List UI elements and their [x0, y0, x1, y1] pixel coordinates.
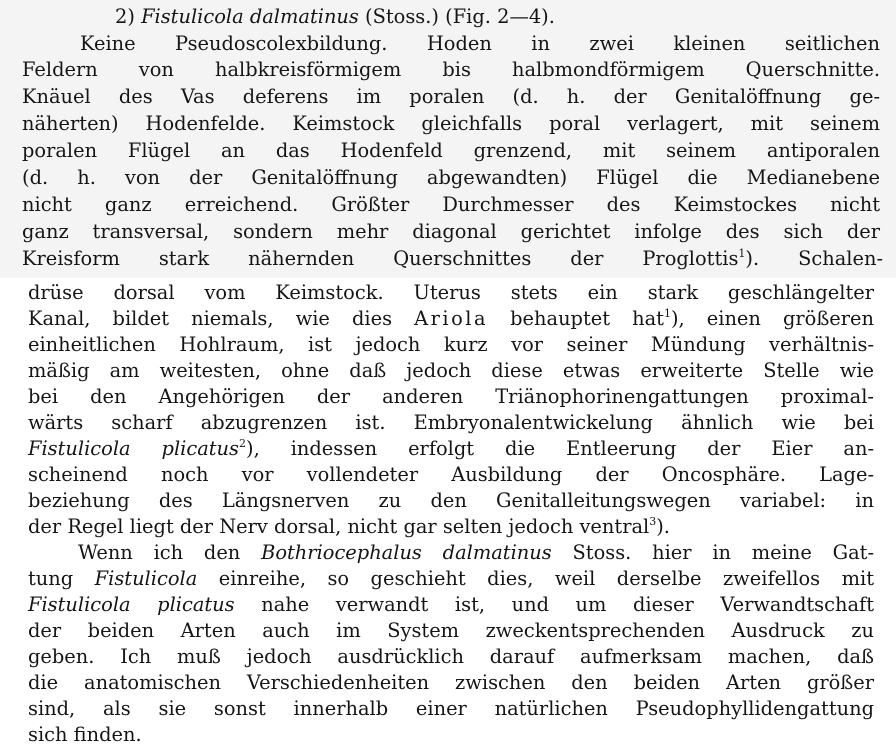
- italic-taxon: Fistulicola: [94, 567, 198, 590]
- text-line: [28, 696, 874, 722]
- text-line: [80, 31, 880, 57]
- text-line: [28, 514, 820, 540]
- text-line: [28, 722, 200, 748]
- italic-taxon: Fistulicola plicatus: [28, 437, 240, 460]
- text-line: [22, 57, 880, 83]
- text-line: [28, 644, 874, 670]
- text-segment: poralen Flügel an das Hodenfeld grenzend, mit seinem antiporalen: [22, 139, 880, 162]
- text-segment: einheitlichen Hohlraum, ist jedoch kurz vor seiner Mündung verhältnis-: [28, 333, 874, 356]
- text-segment: Knäuel des Vas deferens im poralen (d. h. der Genitalöffnung ge-: [22, 85, 880, 108]
- text-segment: behauptet hat: [488, 307, 664, 330]
- text-line: [78, 540, 874, 566]
- text-segment: mäßig am weitesten, ohne daß jedoch diese etwas erweiterte Stelle wie: [28, 359, 874, 382]
- text-segment: ganz transversal, sondern mehr diagonal gerichtet infolge des sich der: [22, 220, 880, 243]
- text-segment: näherten) Hodenfelde. Keimstock gleichfalls poral verlagert, mit seinem: [22, 112, 880, 135]
- text-line: [115, 4, 640, 30]
- text-segment: wärts scharf abzugrenzen ist. Embryonalentwickelung ähnlich wie bei: [28, 411, 874, 434]
- text-segment: Wenn ich den: [78, 541, 262, 564]
- footnote-marker: 1: [738, 247, 746, 260]
- text-line: [28, 358, 874, 384]
- text-segment: beziehung des Längsnerven zu den Genitalleitungswegen variabel: in: [28, 489, 874, 512]
- text-segment: sich finden.: [28, 723, 142, 746]
- text-line: [28, 566, 874, 592]
- text-segment: Kreisform stark nähernden Querschnittes der Proglottis: [22, 247, 739, 270]
- text-line: [28, 462, 874, 488]
- text-line: [28, 410, 874, 436]
- text-segment: sind, als sie sonst innerhalb einer natürlichen Pseudophyllidengattung: [28, 697, 874, 720]
- text-segment: einreihe, so geschieht dies, weil derselbe zweifellos mit: [197, 567, 874, 590]
- text-segment: 2): [115, 5, 142, 28]
- text-segment: die anatomischen Verschiedenheiten zwischen den beiden Arten größer: [28, 671, 874, 694]
- text-line: [28, 384, 874, 410]
- text-segment: nahe verwandt ist, und um dieser Verwandtschaft: [234, 593, 875, 616]
- text-line: [28, 592, 874, 618]
- text-line: [22, 192, 880, 218]
- italic-taxon: Bothriocephalus dalmatinus: [261, 541, 552, 564]
- text-segment: ). Schalen-: [745, 247, 883, 270]
- text-segment: Keine Pseudoscolexbildung. Hoden in zwei kleinen seitlichen: [80, 32, 880, 55]
- text-segment: tung: [28, 567, 95, 590]
- spaced-author-name: Ariola: [414, 307, 489, 330]
- text-segment: bei den Angehörigen der anderen Triänophorinengattungen proximal-: [28, 385, 874, 408]
- text-segment: der beiden Arten auch im System zweckentsprechenden Ausdruck zu: [28, 619, 874, 642]
- text-segment: ), indessen erfolgt die Entleerung der Eier an-: [246, 437, 875, 460]
- text-line: [28, 332, 874, 358]
- footnote-marker: 2: [239, 437, 247, 450]
- text-line: [28, 306, 874, 332]
- text-line: [22, 138, 880, 164]
- footnote-marker: 1: [663, 307, 671, 320]
- text-segment: scheinend noch vor vollendeter Ausbildung der Oncosphäre. Lage-: [28, 463, 874, 486]
- text-segment: (d. h. von der Genitalöffnung abgewandten) Flügel die Medianebene: [22, 166, 880, 189]
- text-segment: drüse dorsal vom Keimstock. Uterus stets ein stark geschlängelter: [28, 281, 874, 304]
- text-line: [28, 436, 874, 462]
- text-segment: ).: [656, 515, 670, 538]
- text-line: [22, 84, 880, 110]
- text-segment: Kanal, bildet niemals, wie dies: [28, 307, 415, 330]
- text-line: [22, 165, 880, 191]
- text-line: [22, 219, 880, 245]
- text-line: [28, 280, 874, 306]
- text-line: [28, 618, 874, 644]
- italic-taxon: Fistulicola dalmatinus: [141, 5, 359, 28]
- text-segment: ), einen größeren: [670, 307, 874, 330]
- footnote-marker: 3: [649, 515, 657, 528]
- text-line: [22, 246, 883, 272]
- text-segment: Feldern von halbkreisförmigem bis halbmondförmigem Querschnitte.: [22, 58, 880, 81]
- text-segment: der Regel liegt der Nerv dorsal, nicht gar selten jedoch ventral: [28, 515, 650, 538]
- text-line: [22, 111, 880, 137]
- text-line: [28, 488, 874, 514]
- text-segment: nicht ganz erreichend. Größter Durchmesser des Keimstockes nicht: [22, 193, 880, 216]
- italic-taxon: Fistulicola plicatus: [28, 593, 235, 616]
- text-segment: Stoss. hier in meine Gat-: [551, 541, 875, 564]
- text-segment: geben. Ich muß jedoch ausdrücklich darauf aufmerksam machen, daß: [28, 645, 874, 668]
- text-segment: (Stoss.) (Fig. 2—4).: [358, 5, 555, 28]
- text-line: [28, 670, 874, 696]
